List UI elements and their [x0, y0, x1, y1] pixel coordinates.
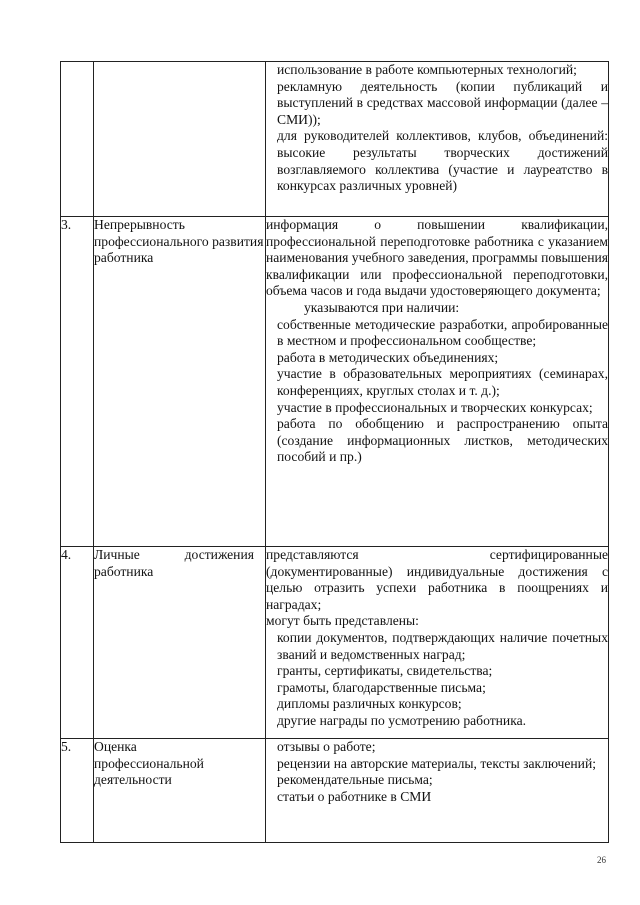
- criterion-content-cell: [266, 739, 609, 843]
- content-item: гранты, сертификаты, свидетельства;: [277, 663, 493, 679]
- criterion-name-cell: [94, 217, 266, 547]
- content-item: рекламную деятельность (копии публикаций и выступлений в средствах массовой информации (далее – СМИ));: [277, 78, 608, 127]
- content-note: могут быть представлены:: [266, 613, 419, 629]
- content-item: работа в методических объединениях;: [277, 349, 499, 365]
- content-item: статьи о работнике в СМИ: [277, 788, 432, 804]
- content-item: рекомендательные письма;: [277, 772, 433, 788]
- content-main: информация о повышении квалификации, профессиональной переподготовке работника с указанием наименования учебного заведения, программы повышения квалификации или профессиональной переподготовки, объема часов и года выдачи удостоверяющего документа;: [266, 217, 608, 299]
- criterion-name: Оценка профессиональной деятельности: [94, 739, 204, 788]
- content-item: другие награды по усмотрению работника.: [277, 712, 527, 728]
- criterion-content-cell: [266, 547, 609, 739]
- content-main: представляются сертифицированные (документированные) индивидуальные достижения с целью отразить успехи работника в поощрениях и наградах;: [266, 547, 608, 612]
- page-number: 26: [597, 855, 606, 865]
- row-number-cell: [61, 62, 94, 217]
- criterion-content-cell: [266, 217, 609, 547]
- table-row: [61, 739, 609, 843]
- criterion-name-cell: [94, 739, 266, 843]
- content-item: дипломы различных конкурсов;: [277, 696, 462, 712]
- content-item: собственные методические разработки, апробированные в местном и профессиональном сообществе;: [277, 316, 608, 349]
- criterion-name: Личные достижения работника: [94, 547, 254, 579]
- table-row: [61, 62, 609, 217]
- criterion-name-cell: [94, 62, 266, 217]
- content-item: грамоты, благодарственные письма;: [277, 679, 486, 695]
- content-item: отзывы о работе;: [277, 739, 376, 754]
- criterion-content-cell: [266, 62, 609, 217]
- content-item: работа по обобщению и распространению опыта (создание информационных листков, методических пособий и пр.): [277, 416, 608, 465]
- content-item: копии документов, подтверждающих наличие почетных званий и ведомственных наград;: [277, 629, 608, 662]
- content-item: для руководителей коллективов, клубов, объединений: высокие результаты творческих достижений возглавляемого коллектива (участие и лауреатство в конкурсах различных уровней): [277, 128, 608, 194]
- row-number-cell: 4.: [61, 547, 94, 739]
- row-number-cell: 5.: [61, 739, 94, 843]
- content-item: рецензии на авторские материалы, тексты заключений;: [277, 755, 597, 771]
- criteria-table: [60, 61, 609, 843]
- row-number-cell: 3.: [61, 217, 94, 547]
- content-item: участие в образовательных мероприятиях (семинарах, конференциях, круглых столах и т. д.);: [277, 366, 608, 398]
- table-row: [61, 547, 609, 739]
- content-note: указываются при наличии:: [304, 299, 460, 315]
- content-item: участие в профессиональных и творческих конкурсах;: [277, 399, 593, 415]
- criterion-name-cell: [94, 547, 266, 739]
- content-item: использование в работе компьютерных технологий;: [277, 62, 577, 77]
- table-row: [61, 217, 609, 547]
- criterion-name: Непрерывность профессионального развития работника: [94, 217, 264, 266]
